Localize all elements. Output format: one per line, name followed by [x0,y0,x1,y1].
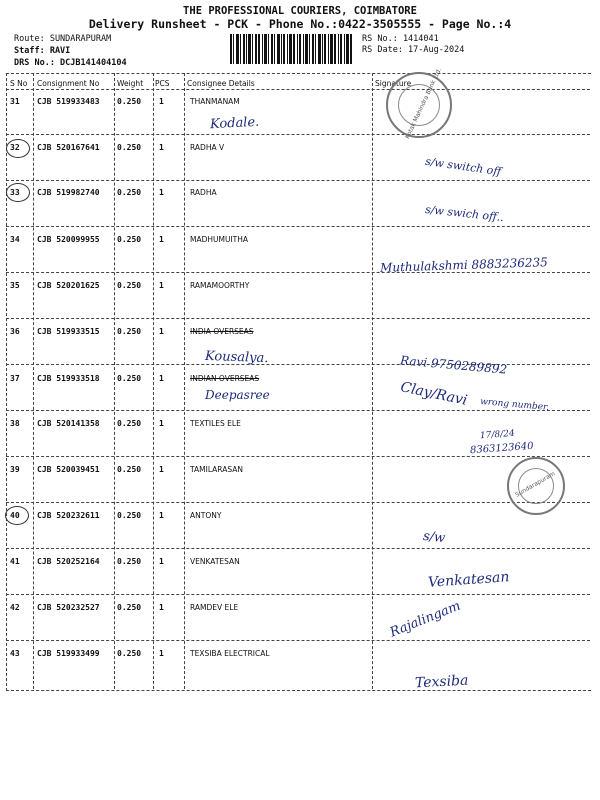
handwritten-signature: Ravi 9750289892 [399,353,508,377]
pieces: 1 [159,188,164,197]
consignee-name: RADHA [190,188,217,197]
staff-label: Staff: RAVI [14,46,71,56]
col-sno: S No [10,79,28,88]
rs-number: RS No.: 1414041 [362,34,439,44]
handwritten-receiver: Kodale. [209,114,260,133]
row-separator [6,410,590,411]
row-separator [6,548,590,549]
bank-stamp [507,457,565,515]
serial-number: 33 [10,188,20,197]
weight: 0.250 [117,465,142,474]
row-separator [6,134,590,135]
runsheet-title: Delivery Runsheet - PCK - Phone No.:0422-3505555 - Page No.:4 [88,17,512,31]
consignment-number: CJB 520232611 [37,511,100,520]
handwritten-note: s/w switch off [424,154,502,179]
weight: 0.250 [117,511,142,520]
pieces: 1 [159,281,164,290]
handwritten-signature: Venkatesan [427,569,510,591]
handwritten-note: s/w [422,528,446,547]
consignment-number: CJB 520039451 [37,465,100,474]
consignee-name: RAMAMOORTHY [190,281,250,290]
company-name: THE PROFESSIONAL COURIERS, COIMBATORE [183,5,417,17]
consignment-number: CJB 520167641 [37,143,100,152]
serial-number: 37 [10,374,20,383]
serial-number: 40 [10,511,20,520]
handwritten-note: wrong number. [479,397,550,413]
weight: 0.250 [117,649,142,658]
rs-date: RS Date: 17-Aug-2024 [362,45,465,55]
weight: 0.250 [117,327,142,336]
row-separator [6,594,590,595]
handwritten-receiver: Deepasree [205,388,270,402]
consignment-number: CJB 519933483 [37,97,100,106]
pieces: 1 [159,143,164,152]
row-separator [6,318,590,319]
weight: 0.250 [117,374,142,383]
row-separator [6,456,590,457]
serial-number: 38 [10,419,20,428]
weight: 0.250 [117,603,142,612]
consignee-name: VENKATESAN [190,557,240,566]
pieces: 1 [159,511,164,520]
stamp-text: Sundarapuram [514,470,557,499]
consignee-name: TEXSIBA ELECTRICAL [190,649,270,658]
column-divider [114,73,115,689]
pieces: 1 [159,603,164,612]
serial-number: 39 [10,465,20,474]
row-separator [6,180,590,181]
column-divider [184,73,185,689]
pieces: 1 [159,97,164,106]
pieces: 1 [159,327,164,336]
consignee-name: MADHUMUITHA [190,235,249,244]
column-divider [372,73,373,689]
col-signature: Signature [375,79,412,88]
consignee-name: INDIAN OVERSEAS [190,374,260,383]
pieces: 1 [159,235,164,244]
consignment-number: CJB 519933518 [37,374,100,383]
consignment-number: CJB 520201625 [37,281,100,290]
serial-circle [6,139,30,158]
consignee-name: TEXTILES ELE [190,419,241,428]
pieces: 1 [159,419,164,428]
pieces: 1 [159,465,164,474]
col-weight: Weight [117,79,144,88]
pieces: 1 [159,374,164,383]
serial-number: 42 [10,603,20,612]
col-consignee: Consignee Details [187,79,255,88]
weight: 0.250 [117,419,142,428]
serial-number: 31 [10,97,20,106]
barcode [230,34,352,64]
handwritten-note: s/w swich off.. [424,202,505,225]
serial-circle [5,506,29,525]
consignment-number: CJB 520099955 [37,235,100,244]
consignment-number: CJB 520252164 [37,557,100,566]
row-separator [6,272,590,273]
consignment-number: CJB 520232527 [37,603,100,612]
bank-stamp [386,67,452,140]
row-separator [6,502,590,503]
col-consignment: Consignment No [37,79,100,88]
handwritten-signature: Texsiba [414,672,469,692]
weight: 0.250 [117,281,142,290]
consignment-number: CJB 520141358 [37,419,100,428]
serial-number: 43 [10,649,20,658]
serial-number: 34 [10,235,20,244]
weight: 0.250 [117,235,142,244]
row-separator [6,226,590,227]
handwritten-signature: Muthulakshmi 8883236235 [379,255,549,275]
column-divider [153,73,154,689]
col-pcs: PCS [155,79,170,88]
serial-number: 36 [10,327,20,336]
serial-number: 32 [10,143,20,152]
serial-number: 41 [10,557,20,566]
handwritten-signature: Clay/Ravi [399,379,469,409]
handwritten-date: 17/8/24 [479,428,516,442]
serial-circle [6,183,30,202]
pieces: 1 [159,557,164,566]
route-label: Route: SUNDARAPURAM [14,34,112,44]
consignment-number: CJB 519933499 [37,649,100,658]
drs-number: DRS No.: DCJB141404104 [14,58,127,68]
handwritten-signature: Rajalingam [387,598,463,641]
handwritten-phone: 8363123640 [469,440,534,457]
consignee-name: INDIA OVERSEAS [190,327,254,336]
weight: 0.250 [117,143,142,152]
weight: 0.250 [117,188,142,197]
stamp-text: Kotak Mahindra Bank Ltd. [404,67,444,140]
handwritten-receiver: Kousalya. [204,348,269,367]
consignee-name: RADHA V [190,143,225,152]
weight: 0.250 [117,557,142,566]
consignee-name: ANTONY [190,511,222,520]
consignee-name: RAMDEV ELE [190,603,239,612]
pieces: 1 [159,649,164,658]
weight: 0.250 [117,97,142,106]
consignment-number: CJB 519982740 [37,188,100,197]
serial-number: 35 [10,281,20,290]
header-separator [6,89,590,90]
column-divider [33,73,34,689]
consignee-name: THANMANAM [190,97,240,106]
consignment-number: CJB 519933515 [37,327,100,336]
consignee-name: TAMILARASAN [190,465,243,474]
row-separator [6,640,590,641]
